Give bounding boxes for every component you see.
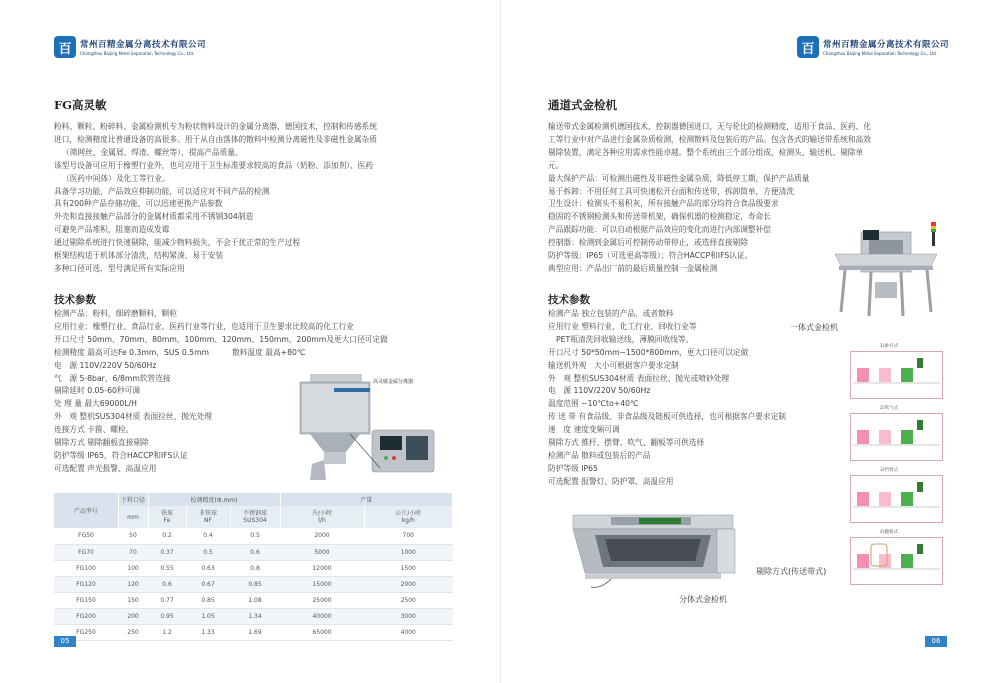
text-line: PET瓶清洗回收输送线，薄膜回收线等。 bbox=[556, 334, 694, 344]
table-cell: 2000 bbox=[364, 576, 453, 592]
sub-sus: 不锈钢球 SUS304 bbox=[230, 506, 280, 528]
text-line: 进口，检测精度比普通设备的高很多。用于从自由落体的散料中检测分离磁性及非磁性金属杂质 bbox=[54, 134, 377, 144]
text-line: 产品跟踪功能：可以自动根据产品效应的变化而进行内部调整补偿 bbox=[548, 225, 771, 235]
text-line: 外 观 整机SUS304材质 表面拉丝、抛光处理 bbox=[54, 412, 212, 422]
table-cell: 0.95 bbox=[148, 608, 186, 624]
text-line: 输送带式金属检测机德国技术，控制器德国进口，无与伦比的检测精度，适用于食品、医药、化 bbox=[548, 122, 871, 131]
caption-integrated: 一体式金检机 bbox=[790, 323, 838, 332]
text-line: （筛网丝、金属屑、焊渣、螺丝等），提高产品质量。 bbox=[62, 147, 243, 157]
text-line: 具有200种产品存储功能，可以迅速更换产品参数 bbox=[54, 199, 223, 209]
table-cell: 65000 bbox=[280, 624, 364, 640]
page-number: 05 bbox=[54, 636, 76, 647]
text-line: 工等行业中对产品进行金属杂质检测，检测散料及包装后的产品。包含各式的输送带系统和高效 bbox=[548, 134, 871, 144]
text-line: 电 源 110V/220V 50/60Hz bbox=[548, 386, 651, 396]
company-name-cn: 常州百精金属分离技术有限公司 bbox=[80, 40, 207, 50]
machine-label: 高灵敏金属分离器 bbox=[373, 379, 414, 385]
spec-table bbox=[54, 493, 453, 641]
table-cell: FG120 bbox=[54, 576, 118, 592]
text-line: 温度范围 −10℃to+40℃ bbox=[548, 399, 639, 409]
table-cell: 70 bbox=[118, 544, 148, 560]
table-row bbox=[54, 624, 453, 640]
table-row bbox=[54, 528, 453, 544]
text-line: 粉料、颗粒、粉碎料、金属检测机专为粉状物料设计的金属分离器，德国技术，控制和传感系统 bbox=[54, 122, 377, 131]
table-cell: 40000 bbox=[280, 608, 364, 624]
table-row bbox=[54, 576, 453, 592]
text-line: 防护等级：IP65（可选更高等级）；符合HACCP和IFS认证。 bbox=[548, 251, 753, 261]
section-title: FG高灵敏 bbox=[54, 98, 107, 112]
sub-nf: 非铁球 NF bbox=[186, 506, 230, 528]
text-line: 可避免产品堆积，阻塞而造成发霉 bbox=[54, 225, 170, 235]
intro-paragraph bbox=[54, 121, 377, 276]
text-line: 电 源 110V/220V 50/60Hz bbox=[54, 360, 157, 370]
table-cell: 0.6 bbox=[230, 544, 280, 560]
text-line: 检测产品：粉料，细碎磨颗料，颗粒 bbox=[54, 309, 178, 318]
tech-params-list-right bbox=[548, 308, 786, 489]
reject-method-label: 4)翻板式 bbox=[880, 530, 899, 535]
sub-lh: 升/小时 l/h bbox=[280, 506, 364, 528]
split-detector-image bbox=[571, 509, 741, 591]
table-cell: 200 bbox=[118, 608, 148, 624]
reject-method-diagram bbox=[850, 413, 943, 461]
table-cell: 0.55 bbox=[148, 560, 186, 576]
text-line: 卫生设计：检测头不易积灰，所有接触产品的部分均符合食品级要求 bbox=[548, 199, 779, 209]
caption-reject: 剔除方式(传送带式) bbox=[756, 567, 827, 576]
table-row bbox=[54, 592, 453, 608]
text-line: 多种口径可选，型号满足所有实际应用 bbox=[54, 263, 185, 273]
company-name-cn-right: 常州百精金属分离技术有限公司 bbox=[823, 40, 950, 50]
table-cell: 1.33 bbox=[186, 624, 230, 640]
table-cell: 15000 bbox=[280, 576, 364, 592]
table-cell: 1.69 bbox=[230, 624, 280, 640]
fg-separator-image bbox=[290, 372, 450, 482]
company-logo: 百 bbox=[54, 36, 76, 58]
col-diameter: 下料口径 bbox=[118, 493, 148, 506]
table-cell: 2500 bbox=[364, 592, 453, 608]
table-cell: 4000 bbox=[364, 624, 453, 640]
caption-split: 分体式金检机 bbox=[679, 595, 727, 604]
text-line: 防护等级 IP65，符合HACCP和IFS认证 bbox=[54, 450, 188, 460]
table-cell: 12000 bbox=[280, 560, 364, 576]
text-line: 传 送 带 有食品级、非食品级及链板可供选择，也可根据客户要求定制 bbox=[548, 412, 786, 422]
table-row bbox=[54, 608, 453, 624]
table-cell: 0.85 bbox=[186, 592, 230, 608]
table-cell: 150 bbox=[118, 592, 148, 608]
section-title-right: 通道式金检机 bbox=[548, 98, 617, 112]
table-cell: 1000 bbox=[364, 544, 453, 560]
text-line: 检测产品 散料或包装后的产品 bbox=[548, 450, 651, 460]
text-line: 可选配置 报警灯、防护罩、高温应用 bbox=[548, 476, 674, 486]
text-line: 应用行业 塑料行业、化工行业、回收行业等 bbox=[548, 321, 697, 331]
table-cell: 25000 bbox=[280, 592, 364, 608]
table-cell: 3000 bbox=[364, 608, 453, 624]
tech-params-title-right: 技术参数 bbox=[548, 294, 590, 306]
col-model: 产品型号 bbox=[54, 493, 118, 528]
table-cell: 0.77 bbox=[148, 592, 186, 608]
reject-method-diagram bbox=[850, 475, 943, 523]
text-line: 速 度 速度变频可调 bbox=[548, 425, 620, 435]
text-line: 具备学习功能，产品效应抑制功能，可以适应对不同产品的检测 bbox=[54, 186, 270, 196]
table-cell: 0.5 bbox=[186, 544, 230, 560]
table-cell: 0.6 bbox=[148, 576, 186, 592]
table-cell: 1.08 bbox=[230, 592, 280, 608]
table-cell: 0.63 bbox=[186, 560, 230, 576]
table-cell: 2000 bbox=[280, 528, 364, 544]
reject-method-label: 3)挡臂式 bbox=[880, 468, 899, 473]
company-header-right bbox=[797, 36, 949, 58]
text-line: 检测产品 独立包装的产品，或者散料 bbox=[548, 309, 674, 318]
table-cell: 0.67 bbox=[186, 576, 230, 592]
text-line: 剔除方式 剔除翻板直接剔除 bbox=[54, 438, 149, 448]
table-cell: 1.34 bbox=[230, 608, 280, 624]
reject-method-label: 2)吹气式 bbox=[880, 406, 899, 411]
text-line: 剔除延时 0.05-60秒可调 bbox=[54, 386, 140, 396]
text-line: 剔除方式 推杆、摆臂、吹气、翻板等可供选择 bbox=[548, 438, 705, 448]
table-row bbox=[54, 560, 453, 576]
text-line: 外壳和直接接触产品部分的金属材质都采用不锈钢304制造 bbox=[54, 212, 254, 222]
company-name-en-right: Changzhou Baijing Metal Separation Technology Co., Ltd. bbox=[823, 51, 938, 56]
text-line: 元。 bbox=[548, 160, 564, 170]
company-name-en: Changzhou Baijing Metal Separation Technology Co., Ltd. bbox=[80, 51, 195, 56]
table-cell: 1.05 bbox=[186, 608, 230, 624]
table-cell: 50 bbox=[118, 528, 148, 544]
text-line: 气 源 5-8bar，6/8mm软管连接 bbox=[54, 373, 171, 383]
sub-fe: 铁球 Fe bbox=[148, 506, 186, 528]
table-cell: FG250 bbox=[54, 624, 118, 640]
text-line: 连接方式 卡箍、螺栓。 bbox=[54, 425, 134, 435]
table-cell: 120 bbox=[118, 576, 148, 592]
text-line: 剔除装置，满足各种应用需求性能卓越。整个系统由三个部分组成，检测头、输送机、剔除单 bbox=[548, 147, 864, 157]
text-line: 应用行业：橡塑行业、食品行业、医药行业等行业，也适用于卫生要求比较高的化工行业 bbox=[54, 321, 354, 331]
table-cell: FG50 bbox=[54, 528, 118, 544]
table-cell: FG100 bbox=[54, 560, 118, 576]
tech-params-title: 技术参数 bbox=[54, 294, 96, 306]
company-header bbox=[54, 36, 206, 58]
text-line: 控制器：检测到金属后可控制传动带停止，或选择直接剔除 bbox=[548, 238, 748, 248]
col-output: 产量 bbox=[280, 493, 453, 506]
text-line: 典型应用：产品出厂前的最后质量控制一金属检测 bbox=[548, 263, 718, 273]
table-cell: 700 bbox=[364, 528, 453, 544]
text-line: 稳固的不锈钢检测头和传送带机架，确保机器的检测稳定，寿命长 bbox=[548, 212, 771, 222]
company-logo-right: 百 bbox=[797, 36, 819, 58]
table-cell: 0.85 bbox=[230, 576, 280, 592]
text-line: 外 观 整机SUS304材质 表面拉丝、抛光或喷砂处理 bbox=[548, 373, 730, 383]
table-cell: 5000 bbox=[280, 544, 364, 560]
table-cell: 250 bbox=[118, 624, 148, 640]
text-line: 该型号设备可应用于橡塑行业外，也可应用于卫生标准要求较高的食品（奶粉、添加剂）、医药 bbox=[54, 160, 374, 170]
page-number-right: 06 bbox=[925, 636, 947, 647]
table-cell: 1500 bbox=[364, 560, 453, 576]
reject-method-diagram bbox=[850, 537, 943, 585]
text-line: 可选配置 声光报警、高温应用 bbox=[54, 463, 157, 473]
text-line: 框架结构适于机体部分清洗，结构紧凑、易于安装 bbox=[54, 251, 224, 261]
text-line: 易于拆卸：不用任何工具可快速松开台面和传送带，拆卸简单，方便清洗 bbox=[548, 186, 795, 196]
table-cell: FG150 bbox=[54, 592, 118, 608]
table-cell: 100 bbox=[118, 560, 148, 576]
col-accuracy: 检测精度(Φ,mm) bbox=[148, 493, 280, 506]
text-line: 开口尺寸 50*50mm~1500*800mm，更大口径可以定做 bbox=[548, 347, 749, 357]
sub-kgh: 公斤/小时 kg/h bbox=[364, 506, 453, 528]
table-row bbox=[54, 544, 453, 560]
text-line: 防护等级 IP65 bbox=[548, 463, 598, 473]
table-cell: 0.5 bbox=[230, 528, 280, 544]
text-line: 输送机外观 大小可根据客户要求定制 bbox=[548, 360, 679, 370]
integrated-detector-image bbox=[831, 222, 941, 318]
text-line: 处 理 量 最大69000L/H bbox=[54, 399, 137, 409]
text-line: 开口尺寸 50mm、70mm、80mm、100mm、120mm、150mm、200mm及更大口径可定做 bbox=[54, 334, 388, 344]
text-line: （医药中间体）及化工等行业。 bbox=[62, 173, 170, 183]
table-cell: FG70 bbox=[54, 544, 118, 560]
table-cell: 1.2 bbox=[148, 624, 186, 640]
reject-method-label: 1)推杆式 bbox=[880, 344, 899, 349]
table-cell: 0.4 bbox=[186, 528, 230, 544]
table-cell: 0.37 bbox=[148, 544, 186, 560]
table-cell: 0.2 bbox=[148, 528, 186, 544]
sub-mm: mm bbox=[118, 506, 148, 528]
text-line: 最大保护产品：可检测出磁性及非磁性金属杂质，降低停工期，保护产品质量 bbox=[548, 173, 810, 183]
intro-paragraph-right bbox=[548, 121, 871, 276]
reject-method-diagram bbox=[850, 351, 943, 399]
text-line: 检测精度 最高可达Fe 0.3mm，SUS 0.5mm 散料温度 最高+80℃ bbox=[54, 347, 306, 357]
text-line: 通过剔除系统进行快速剔除，能减少物料损失，不会干扰正常的生产过程 bbox=[54, 238, 301, 248]
table-cell: FG200 bbox=[54, 608, 118, 624]
right-page bbox=[500, 0, 1000, 683]
table-cell: 0.8 bbox=[230, 560, 280, 576]
